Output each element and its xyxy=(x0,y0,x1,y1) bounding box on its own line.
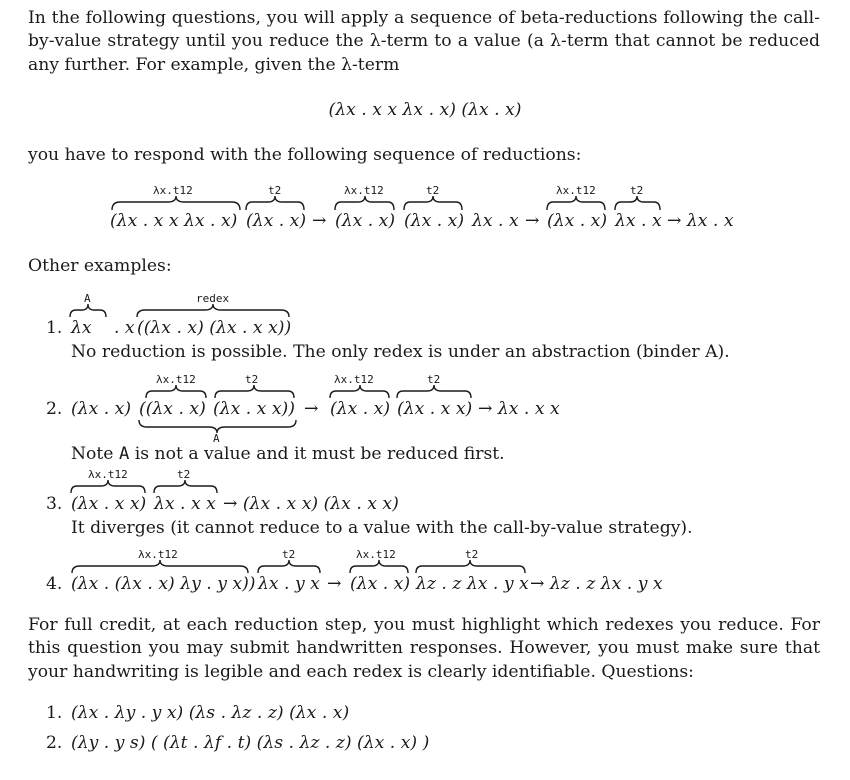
overbrace xyxy=(215,385,294,398)
ex4-term: (λx . (λx . x) λy . y x)) xyxy=(71,574,256,594)
ex2-term: (λx . x x) xyxy=(397,399,473,419)
overbrace xyxy=(137,304,289,317)
ex3-term: → (λx . x x) (λx . x x) xyxy=(223,494,399,514)
overbrace xyxy=(72,560,248,573)
seq-term: (λx . x x λx . x) xyxy=(110,211,238,231)
ex2-term: (λx . x x)) xyxy=(213,399,295,419)
seq-braces xyxy=(0,196,850,212)
ex2-note-code: A xyxy=(118,444,130,464)
ex4-annotation: λx.t12 xyxy=(356,548,396,561)
example-number: 2. xyxy=(46,399,63,419)
example-number: 4. xyxy=(46,574,63,594)
other-examples-heading: Other examples: xyxy=(28,256,172,276)
ex3-term: (λx . x x) xyxy=(71,494,147,514)
ex4-term: → λz . z λx . y x xyxy=(530,574,663,594)
ex1-term: λx xyxy=(71,318,92,338)
ex2-term: ((λx . x) xyxy=(139,399,206,419)
overbrace xyxy=(71,480,145,493)
question-number: 2. xyxy=(46,733,63,753)
seq-term: (λx . x) xyxy=(547,211,608,231)
ex4-term: λx . y x xyxy=(258,574,320,594)
ex2-overbraces xyxy=(0,385,850,399)
ex2-annotation: t2 xyxy=(245,373,259,386)
ex2-term: → λx . x x xyxy=(478,399,560,419)
ex4-term: λz . z λx . y x xyxy=(416,574,529,594)
ex4-annotation: t2 xyxy=(465,548,479,561)
question-term: (λy . y s) ( (λt . λf . t) (λs . λz . z) (λx . x) ) xyxy=(71,733,430,753)
ex4-braces xyxy=(0,560,850,574)
ex2-underbrace xyxy=(0,420,850,434)
overbrace xyxy=(397,385,471,398)
seq-annotation: λx.t12 xyxy=(153,184,193,197)
ex2-annotation: λx.t12 xyxy=(334,373,374,386)
seq-annotation: t2 xyxy=(268,184,282,197)
overbrace xyxy=(404,196,462,210)
overbrace xyxy=(350,560,408,573)
overbrace xyxy=(547,196,605,210)
seq-term: (λx . x) xyxy=(404,211,465,231)
overbrace xyxy=(146,385,206,398)
ex1-braces xyxy=(0,304,850,318)
overbrace xyxy=(416,560,525,573)
ex1-annotation: redex xyxy=(196,292,230,305)
ex3-term: λx . x x xyxy=(154,494,216,514)
seq-term: (λx . x) xyxy=(335,211,396,231)
seq-term: → λx . x xyxy=(667,211,734,231)
example-number: 1. xyxy=(46,318,63,338)
intro-paragraph: In the following questions, you will apply a sequence of beta-reductions following the call-by-value strategy until you reduce the λ-term to a value (a λ-term that cannot be reduced any further. For example, given the λ-term xyxy=(28,8,820,75)
ex3-annotation: t2 xyxy=(177,468,191,481)
ex1-term: . x xyxy=(114,318,135,338)
overbrace xyxy=(330,385,389,398)
seq-annotation: t2 xyxy=(630,184,644,197)
seq-term: λx . x xyxy=(615,211,662,231)
question-number: 1. xyxy=(46,703,63,723)
ex2-term: (λx . x) xyxy=(330,399,391,419)
ex2-arrow: → xyxy=(304,399,319,419)
seq-annotation: λx.t12 xyxy=(344,184,384,197)
ex2-annotation: λx.t12 xyxy=(156,373,196,386)
ex4-annotation: λx.t12 xyxy=(138,548,178,561)
overbrace xyxy=(335,196,394,210)
example-term-text: (λx . x x λx . x) (λx . x) xyxy=(328,100,522,120)
seq-arrow: → xyxy=(525,211,540,231)
seq-arrow: → xyxy=(312,211,327,231)
ex2-note xyxy=(71,444,505,464)
ex4-annotation: t2 xyxy=(282,548,296,561)
ex2-term: (λx . x) xyxy=(71,399,132,419)
ex2-note-pre: Note xyxy=(71,444,119,464)
credit-paragraph: For full credit, at each reduction step, you must highlight which redexes you reduce. For this question you may submit handwritten responses. However, you must make sure that your handwriting is legible and each redex is clearly identifiable. Questions: xyxy=(28,615,820,682)
ex3-note: It diverges (it cannot reduce to a value with the call-by-value strategy). xyxy=(71,518,693,538)
example-number: 3. xyxy=(46,494,63,514)
overbrace xyxy=(112,196,240,210)
ex4-term: (λx . x) xyxy=(350,574,411,594)
respond-text: you have to respond with the following sequence of reductions: xyxy=(28,145,582,165)
ex1-term: ((λx . x) (λx . x x)) xyxy=(137,318,292,338)
seq-annotation: t2 xyxy=(426,184,440,197)
ex4-arrow: → xyxy=(327,574,342,594)
ex1-note: No reduction is possible. The only redex is under an abstraction (binder A). xyxy=(71,342,730,362)
question-term: (λx . λy . y x) (λs . λz . z) (λx . x) xyxy=(71,703,350,723)
seq-term: (λx . x) xyxy=(246,211,307,231)
ex2-note-post: is not a value and it must be reduced first. xyxy=(129,444,505,464)
overbrace xyxy=(154,480,217,493)
seq-annotation: λx.t12 xyxy=(556,184,596,197)
ex2-annotation: A xyxy=(213,432,220,445)
ex1-annotation: A xyxy=(84,292,91,305)
ex3-annotation: λx.t12 xyxy=(88,468,128,481)
ex2-annotation: t2 xyxy=(427,373,441,386)
overbrace xyxy=(246,196,304,210)
ex3-braces xyxy=(0,480,850,494)
overbrace xyxy=(615,196,660,210)
overbrace xyxy=(70,304,106,317)
example-term xyxy=(0,100,850,120)
seq-term: λx . x xyxy=(472,211,519,231)
overbrace xyxy=(258,560,320,573)
